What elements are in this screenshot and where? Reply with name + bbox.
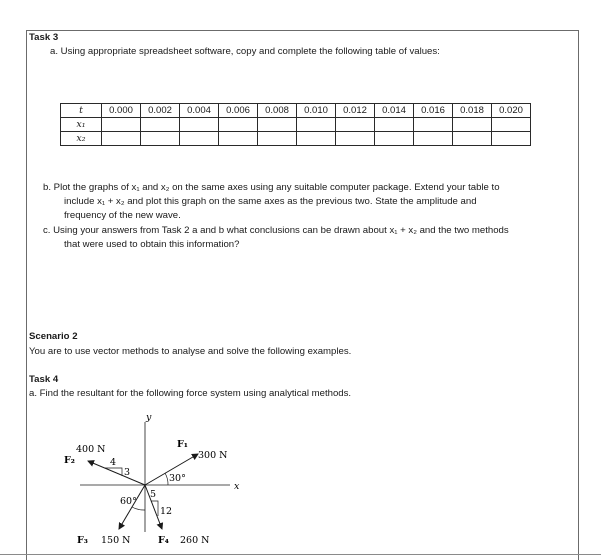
f2-name: F₂: [64, 455, 75, 466]
empty-cell: [258, 132, 297, 146]
t-value-cell: 0.006: [219, 104, 258, 118]
empty-cell: [180, 132, 219, 146]
f3-value: 150 N: [101, 535, 131, 546]
values-table: [60, 103, 531, 146]
f3-name: F₃: [77, 535, 88, 546]
task3-part-b-line1: b. Plot the graphs of x₁ and x₂ on the same axes using any suitable computer package. Extend your table to: [43, 182, 500, 193]
f1-name: F₁: [177, 439, 188, 450]
row-label-x1: x₁: [61, 118, 102, 132]
scenario-text: You are to use vector methods to analyse and solve the following examples.: [29, 346, 352, 357]
force-diagram: [50, 412, 280, 552]
empty-cell: [453, 118, 492, 132]
task3-part-b-line3: frequency of the new wave.: [64, 210, 181, 221]
empty-cell: [102, 118, 141, 132]
f1-angle-arc: [165, 473, 168, 485]
empty-cell: [453, 132, 492, 146]
header-t-cell: t: [61, 104, 102, 118]
y-axis-label: y: [146, 412, 152, 423]
empty-cell: [336, 132, 375, 146]
f2-ratio-vertical: 3: [124, 467, 131, 478]
empty-cell: [375, 132, 414, 146]
t-value-cell: 0.016: [414, 104, 453, 118]
table-row: [61, 132, 531, 146]
t-value-cell: 0.010: [297, 104, 336, 118]
empty-cell: [492, 132, 531, 146]
task3-part-c-line1: c. Using your answers from Task 2 a and b what conclusions can be drawn about x₁ + x₂ and the two methods: [43, 225, 509, 236]
task3-part-c-line2: that were used to obtain this information?: [64, 239, 240, 250]
f4-ratio-vertical: 12: [160, 506, 173, 517]
task3-part-a: a. Using appropriate spreadsheet software, copy and complete the following table of values:: [50, 46, 440, 57]
table-row: [61, 104, 531, 118]
row-label-x2: x₂: [61, 132, 102, 146]
empty-cell: [375, 118, 414, 132]
bottom-divider: [0, 554, 601, 555]
f3-angle: 60°: [120, 496, 137, 507]
t-value-cell: 0.014: [375, 104, 414, 118]
empty-cell: [414, 118, 453, 132]
f1-angle: 30°: [169, 473, 186, 484]
scenario-title: Scenario 2: [29, 331, 78, 342]
table-row: [61, 118, 531, 132]
f2-ratio-horizontal: 4: [110, 457, 117, 468]
t-value-cell: 0.020: [492, 104, 531, 118]
empty-cell: [219, 118, 258, 132]
empty-cell: [414, 132, 453, 146]
empty-cell: [180, 118, 219, 132]
f3-angle-arc: [132, 507, 145, 510]
f1-value: 300 N: [198, 450, 228, 461]
task3-part-b-line2: include x₁ + x₂ and plot this graph on the same axes as the previous two. State the amplitude and: [64, 196, 477, 207]
empty-cell: [336, 118, 375, 132]
empty-cell: [219, 132, 258, 146]
task4-title: Task 4: [29, 374, 59, 385]
f4-ratio-horizontal: 5: [150, 489, 157, 500]
task3-title: Task 3: [29, 32, 59, 43]
f4-value: 260 N: [180, 535, 210, 546]
empty-cell: [102, 132, 141, 146]
empty-cell: [258, 118, 297, 132]
x-axis-label: x: [234, 481, 240, 492]
empty-cell: [141, 118, 180, 132]
f2-vector: [88, 461, 145, 485]
t-value-cell: 0.000: [102, 104, 141, 118]
empty-cell: [492, 118, 531, 132]
empty-cell: [297, 118, 336, 132]
empty-cell: [141, 132, 180, 146]
t-value-cell: 0.018: [453, 104, 492, 118]
f2-value: 400 N: [76, 444, 106, 455]
empty-cell: [297, 132, 336, 146]
f4-name: F₄: [158, 535, 169, 546]
t-value-cell: 0.002: [141, 104, 180, 118]
task4-part-a: a. Find the resultant for the following force system using analytical methods.: [29, 388, 352, 399]
t-value-cell: 0.004: [180, 104, 219, 118]
t-value-cell: 0.008: [258, 104, 297, 118]
t-value-cell: 0.012: [336, 104, 375, 118]
